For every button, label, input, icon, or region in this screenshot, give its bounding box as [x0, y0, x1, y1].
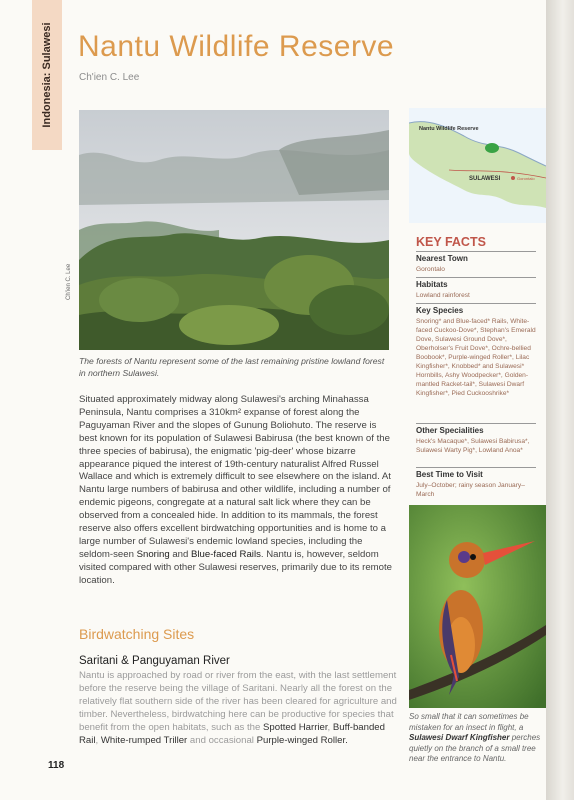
divider: [416, 423, 536, 424]
location-map-image: [409, 108, 546, 223]
fact-value-nearest-town: Gorontalo: [416, 266, 445, 273]
key-facts-title: KEY FACTS: [416, 235, 486, 249]
site-description: [79, 670, 397, 747]
map-label-city: Gorontalo: [517, 176, 535, 181]
section-heading: Birdwatching Sites: [79, 626, 195, 642]
kingfisher-photo-image: [409, 505, 546, 708]
fact-value-best-time: July–October; rainy season January–March: [416, 482, 525, 498]
site-text-part: and occasional: [187, 734, 257, 746]
species-highlight: Snoring: [136, 548, 170, 560]
photo-caption: The forests of Nantu represent some of the last remaining pristine lowland forest in northern Sulawesi.: [79, 356, 385, 378]
forest-photo: [79, 110, 389, 350]
fact-label-best-time: Best Time to Visit: [416, 470, 483, 479]
map-label-island: SULAWESI: [469, 176, 501, 182]
intro-text-part: and: [169, 548, 192, 560]
site-text-part: ,: [327, 721, 333, 733]
caption-bird-name: Sulawesi Dwarf Kingfisher: [409, 733, 510, 742]
author-name: Ch'ien C. Lee: [79, 72, 140, 83]
site-heading: Saritani & Panguyaman River: [79, 655, 230, 667]
region-side-tab: [32, 0, 62, 150]
caption-text-part: So small that it can sometimes be mistaken for an insect in flight, a: [409, 712, 529, 732]
caption-text-part: perches quietly on the branch of a small tree near the entrance to Nantu.: [409, 733, 541, 763]
divider: [416, 251, 536, 252]
divider: [416, 277, 536, 278]
intro-text-part: . Nantu is, however, seldom visited compared with other Sulawesi reserves, primarily due to its remote location.: [79, 548, 392, 586]
intro-text-part: Situated approximately midway along Sulawesi's arching Minahassa Peninsula, Nantu comprises a 310km² expanse of forest along the Paguyaman River and the slopes of Gunung Boliohuto. The reserve is best known for its population of Sulawesi Babirusa (the best known of the three species of babirusa), the enigmatic 'pig-deer' whose bizarre appearance piqued the interest of 19th-century naturalist Alfred Russel Wallace and which is extremely difficult to see elsewhere on the island. At Nantu large numbers of babirusa and other wildlife, including a number of endemic pigeons, congregate at a natural salt lick where they can be observed from a concealed hide. In addition to its mammals, the forest reserve also offers excellent birdwatching opportunities and is home to a large number of Sulawesi's endemic lowland species, including the seldom-seen: [79, 394, 391, 560]
species-highlight: Blue-faced Rails: [191, 548, 261, 560]
fact-label-nearest-town: Nearest Town: [416, 254, 468, 263]
fact-value-key-species: Snoring* and Blue-faced* Rails, White-faced Cuckoo-Dove*, Stephan's Emerald Dove, Sulawesi Ground Dove*, Oberholser's Fruit Dove*, Ochre-bellied Boobook*, Purple-winged Roller*, Lilac Kingfisher*, Knobbed* and Sulawesi* Hornbills, Ashy Woodpecker*, Golden-mantled Racket-tail*, Sulawesi Dwarf Kingfisher*, Pied Cuckooshrike*: [416, 318, 536, 397]
photo-credit: Ch'ien C. Lee: [66, 263, 72, 300]
region-label: Indonesia: Sulawesi: [41, 22, 53, 128]
page-title: Nantu Wildlife Reserve: [78, 30, 395, 63]
species-highlight: Buff-banded Rail: [79, 721, 385, 746]
book-gutter: [546, 0, 574, 800]
site-text-part: Nantu is approached by road or river from the east, with the last settlement before the reserve being the village of Saritani. Nearly all the forest on the relatively flat southern side of the river has been cleared for agriculture and timber. Nevertheless, birdwatching here can be productive for species that benefit from the open habitats, such as the: [79, 670, 397, 733]
fact-value-habitats: Lowland rainforest: [416, 292, 470, 299]
species-highlight: Spotted Harrier: [263, 721, 328, 733]
divider: [416, 303, 536, 304]
reserve-area: [485, 143, 499, 153]
fact-label-key-species: Key Species: [416, 306, 464, 315]
fact-label-other-specialities: Other Specialities: [416, 426, 484, 435]
forest-photo-image: [79, 110, 389, 350]
intro-text: [79, 394, 397, 588]
site-text-part: ,: [95, 734, 101, 746]
kingfisher-caption: [409, 712, 546, 765]
divider: [416, 467, 536, 468]
species-highlight: White-rumped Triller: [100, 734, 188, 746]
location-map: [409, 108, 546, 223]
kingfisher-photo: [409, 505, 546, 708]
site-text-part: .: [345, 734, 348, 746]
map-label-reserve: Nantu Wildlife Reserve: [419, 126, 479, 132]
species-highlight: Purple-winged Roller: [256, 734, 346, 746]
fact-label-habitats: Habitats: [416, 280, 448, 289]
city-marker-icon: [511, 176, 515, 180]
page-number: 118: [48, 760, 65, 771]
fact-value-other-specialities: Heck's Macaque*, Sulawesi Babirusa*, Sulawesi Warty Pig*, Lowland Anoa*: [416, 438, 530, 454]
